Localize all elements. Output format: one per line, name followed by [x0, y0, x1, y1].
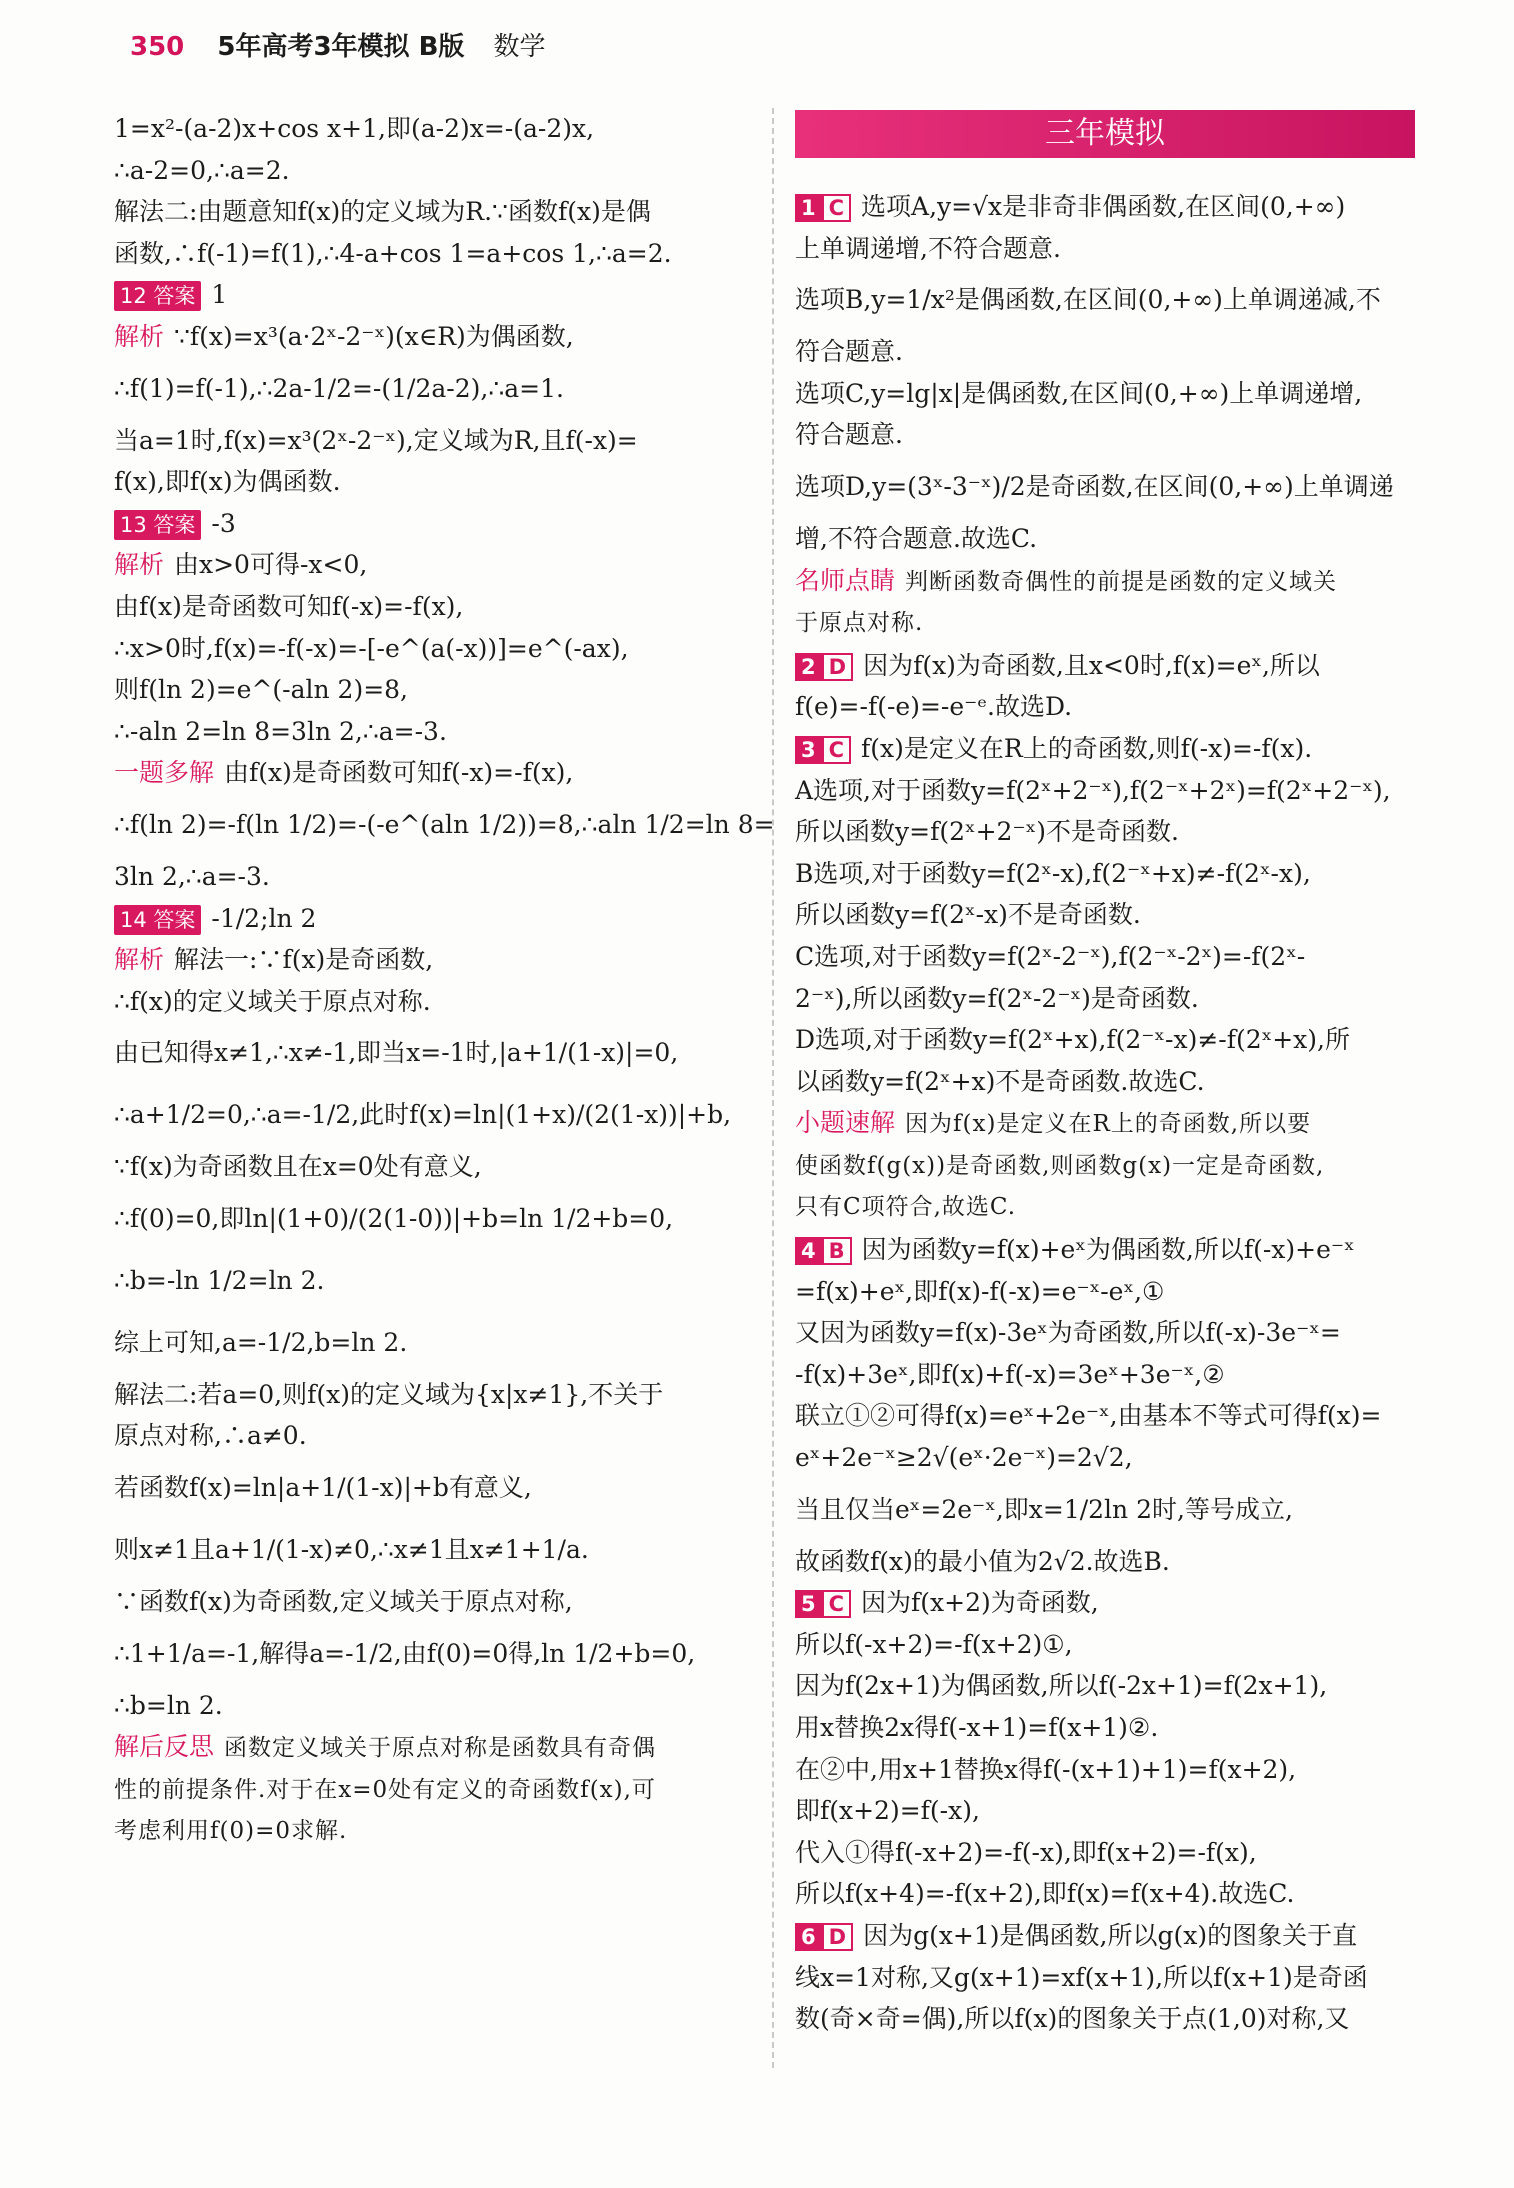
- line-text: D选项,对于函数y=f(2ˣ+x),f(2⁻ˣ-x)≠-f(2ˣ+x),所: [795, 1025, 1350, 1055]
- text-line: [795, 414, 1430, 456]
- text-line: [114, 108, 754, 150]
- line-text: 解法二:若a=0,则f(x)的定义域为{x|x≠1},不关于: [114, 1379, 664, 1409]
- line-text: ∴f(ln 2)=-f(ln 1/2)=-(-e^(aln 1/2))=8,∴aln 1/2=ln 8=: [114, 809, 775, 839]
- line-text: 则f(ln 2)=e^(-aln 2)=8,: [114, 675, 409, 705]
- text-line: [795, 728, 1430, 770]
- line-text: C选项,对于函数y=f(2ˣ-2⁻ˣ),f(2⁻ˣ-2ˣ)=-f(2ˣ-: [795, 941, 1306, 971]
- section-label: 一题多解: [114, 758, 215, 788]
- line-text: -1/2;ln 2: [211, 903, 317, 933]
- text-line: [114, 1188, 754, 1250]
- line-text: 解法二:由题意知f(x)的定义域为R.∵函数f(x)是偶: [114, 197, 651, 227]
- line-text: 代入①得f(-x+2)=-f(-x),即f(x+2)=-f(x),: [795, 1837, 1257, 1867]
- line-text: 符合题意.: [795, 420, 903, 450]
- line-text: 选项D,y=(3ˣ-3⁻ˣ)/2是奇函数,在区间(0,+∞)上单调递: [795, 471, 1394, 501]
- text-line: [114, 1146, 754, 1188]
- line-text: ∴-aln 2=ln 8=3ln 2,∴a=-3.: [114, 716, 447, 746]
- book-title: 5年高考3年模拟 B版: [217, 32, 465, 62]
- section-label: 解析: [114, 550, 165, 580]
- line-text: -f(x)+3eˣ,即f(x)+f(-x)=3eˣ+3e⁻ˣ,②: [795, 1359, 1225, 1389]
- page-number: 350: [130, 32, 185, 62]
- answer-tag: 13 答案: [114, 510, 201, 540]
- line-text: 只有C项符合,故选C.: [795, 1194, 1016, 1221]
- text-line: [795, 1541, 1430, 1583]
- text-line: [795, 1582, 1430, 1624]
- line-text: ∴a-2=0,∴a=2.: [114, 155, 290, 185]
- text-line: [795, 1061, 1430, 1103]
- text-line: [795, 894, 1430, 936]
- text-line: [114, 316, 754, 358]
- line-text: 即f(x+2)=f(-x),: [795, 1796, 980, 1826]
- line-text: ∴b=-ln 1/2=ln 2.: [114, 1265, 325, 1295]
- text-line: [795, 1915, 1430, 1957]
- question-badge: [795, 1590, 851, 1618]
- text-line: [114, 939, 754, 981]
- line-text: ∵f(x)=x³(a·2ˣ-2⁻ˣ)(x∈R)为偶函数,: [174, 321, 574, 351]
- text-line: [795, 1312, 1430, 1354]
- line-text: 性的前提条件.对于在x=0处有定义的奇函数f(x),可: [114, 1776, 656, 1803]
- line-text: 3ln 2,∴a=-3.: [114, 861, 270, 891]
- text-line: [795, 1146, 1430, 1188]
- line-text: eˣ+2e⁻ˣ≥2√(eˣ·2e⁻ˣ)=2√2,: [795, 1443, 1133, 1473]
- line-text: 当a=1时,f(x)=x³(2ˣ-2⁻ˣ),定义域为R,且f(-x)=: [114, 425, 638, 455]
- text-line: [795, 456, 1430, 518]
- text-line: [114, 358, 754, 420]
- question-number: 2: [795, 653, 822, 681]
- line-text: ∴a+1/2=0,∴a=-1/2,此时f(x)=ln|(1+x)/(2(1-x))|+b,: [114, 1100, 732, 1130]
- line-text: 函数,∴f(-1)=f(1),∴4-a+cos 1=a+cos 1,∴a=2.: [114, 238, 672, 268]
- text-line: [114, 461, 754, 503]
- text-line: [114, 711, 754, 753]
- line-text: 若函数f(x)=ln|a+1/(1-x)|+b有意义,: [114, 1473, 532, 1503]
- text-line: [795, 1790, 1430, 1832]
- line-text: 所以函数y=f(2ˣ+2⁻ˣ)不是奇函数.: [795, 817, 1179, 847]
- line-text: ∴1+1/a=-1,解得a=-1/2,由f(0)=0得,ln 1/2+b=0,: [114, 1638, 696, 1668]
- line-text: ∵f(x)为奇函数且在x=0处有意义,: [114, 1152, 482, 1182]
- text-line: [795, 1749, 1430, 1791]
- text-line: [114, 628, 754, 670]
- line-text: 所以函数y=f(2ˣ-x)不是奇函数.: [795, 900, 1141, 930]
- text-line: [114, 586, 754, 628]
- line-text: ∴f(0)=0,即ln|(1+0)/(2(1-0))|+b=ln 1/2+b=0,: [114, 1203, 674, 1233]
- line-text: 上单调递增,不符合题意.: [795, 233, 1061, 263]
- text-line: [795, 1437, 1430, 1479]
- text-line: [114, 898, 754, 940]
- answer-letter: C: [822, 194, 851, 222]
- line-text: 因为函数y=f(x)+eˣ为偶函数,所以f(-x)+e⁻ˣ: [861, 1235, 1355, 1265]
- line-text: 解法一:∵f(x)是奇函数,: [174, 945, 434, 975]
- line-text: 符合题意.: [795, 337, 903, 367]
- text-line: [114, 1685, 754, 1727]
- text-line: [795, 518, 1430, 560]
- line-text: ∴b=ln 2.: [114, 1690, 223, 1720]
- text-line: [795, 853, 1430, 895]
- text-line: [114, 1457, 754, 1519]
- line-text: -3: [211, 508, 236, 538]
- text-line: [795, 1998, 1430, 2040]
- question-badge: [795, 653, 853, 681]
- subject-label: 数学: [493, 32, 546, 62]
- line-text: 1: [211, 280, 228, 310]
- text-line: [114, 544, 754, 586]
- line-text: 因为g(x+1)是偶函数,所以g(x)的图象关于直: [863, 1920, 1358, 1950]
- text-line: [114, 1312, 754, 1374]
- text-line: [795, 603, 1430, 645]
- text-line: [114, 1415, 754, 1457]
- text-line: [795, 1479, 1430, 1541]
- line-text: 1=x²-(a-2)x+cos x+1,即(a-2)x=-(a-2)x,: [114, 114, 595, 143]
- line-text: ∴f(1)=f(-1),∴2a-1/2=-(1/2a-2),∴a=1.: [114, 373, 564, 403]
- line-text: 函数定义域关于原点对称是函数具有奇偶: [224, 1735, 657, 1762]
- text-line: [795, 1957, 1430, 1999]
- column-divider: [772, 108, 774, 2068]
- line-text: 在②中,用x+1替换x得f(-(x+1)+1)=f(x+2),: [795, 1754, 1297, 1784]
- line-text: 原点对称,∴a≠0.: [114, 1421, 307, 1451]
- section-label: 小题速解: [795, 1108, 896, 1138]
- line-text: f(e)=-f(-e)=-e⁻ᵉ.故选D.: [795, 692, 1073, 722]
- text-line: [795, 1102, 1430, 1146]
- text-line: [114, 1022, 754, 1084]
- line-text: 选项A,y=√x是非奇非偶函数,在区间(0,+∞): [861, 192, 1346, 221]
- page-header: [130, 26, 546, 63]
- right-column: [795, 186, 1430, 2040]
- text-line: [114, 274, 754, 316]
- text-line: [795, 1354, 1430, 1396]
- text-line: [114, 420, 754, 462]
- line-text: 数(奇×奇=偶),所以f(x)的图象关于点(1,0)对称,又: [795, 2004, 1350, 2034]
- section-label: 解后反思: [114, 1732, 215, 1762]
- text-line: [795, 645, 1430, 687]
- text-line: [795, 228, 1430, 270]
- section-label: 解析: [114, 945, 165, 975]
- question-badge: [795, 736, 851, 764]
- line-text: 选项C,y=lg|x|是偶函数,在区间(0,+∞)上单调递增,: [795, 378, 1363, 408]
- text-line: [114, 981, 754, 1023]
- text-line: [114, 1811, 754, 1853]
- line-text: 则x≠1且a+1/(1-x)≠0,∴x≠1且x≠1+1/a.: [114, 1535, 589, 1565]
- text-line: [795, 1395, 1430, 1437]
- question-badge: [795, 194, 851, 222]
- line-text: 联立①②可得f(x)=eˣ+2e⁻ˣ,由基本不等式可得f(x)=: [795, 1401, 1382, 1431]
- text-line: [114, 1519, 754, 1581]
- line-text: 增,不符合题意.故选C.: [795, 523, 1038, 553]
- question-number: 5: [795, 1590, 822, 1618]
- left-column: [114, 108, 775, 1853]
- text-line: [795, 1665, 1430, 1707]
- text-line: [114, 1084, 754, 1146]
- line-text: 又因为函数y=f(x)-3eˣ为奇函数,所以f(-x)-3e⁻ˣ=: [795, 1318, 1341, 1348]
- line-text: ∵函数f(x)为奇函数,定义域关于原点对称,: [114, 1587, 573, 1617]
- text-line: [795, 686, 1430, 728]
- text-line: [114, 1770, 754, 1812]
- line-text: 因为f(x)为奇函数,且x<0时,f(x)=eˣ,所以: [863, 650, 1320, 680]
- text-line: [114, 794, 775, 856]
- text-line: [114, 191, 754, 233]
- text-line: [795, 1832, 1430, 1874]
- line-text: 因为f(x)是定义在R上的奇函数,所以要: [905, 1111, 1312, 1138]
- text-line: [795, 373, 1430, 415]
- line-text: 以函数y=f(2ˣ+x)不是奇函数.故选C.: [795, 1066, 1205, 1096]
- line-text: 因为f(2x+1)为偶函数,所以f(-2x+1)=f(2x+1),: [795, 1671, 1328, 1701]
- text-line: [114, 856, 754, 898]
- section-banner: 三年模拟: [795, 110, 1415, 158]
- answer-letter: B: [822, 1237, 852, 1265]
- text-line: [114, 1250, 754, 1312]
- text-line: [795, 1873, 1430, 1915]
- line-text: 用x替换2x得f(-x+1)=f(x+1)②.: [795, 1713, 1159, 1742]
- text-line: [795, 1187, 1430, 1229]
- line-text: 由x>0可得-x<0,: [174, 550, 368, 580]
- text-line: [795, 186, 1430, 228]
- line-text: 由已知得x≠1,∴x≠-1,即当x=-1时,|a+1/(1-x)|=0,: [114, 1038, 679, 1068]
- line-text: 故函数f(x)的最小值为2√2.故选B.: [795, 1546, 1170, 1576]
- answer-tag: 14 答案: [114, 905, 201, 935]
- text-line: [795, 978, 1430, 1020]
- question-badge: [795, 1237, 852, 1265]
- line-text: 2⁻ˣ),所以函数y=f(2ˣ-2⁻ˣ)是奇函数.: [795, 983, 1199, 1013]
- line-text: ∴f(x)的定义域关于原点对称.: [114, 986, 431, 1016]
- line-text: f(x)是定义在R上的奇函数,则f(-x)=-f(x).: [861, 733, 1313, 763]
- question-number: 1: [795, 194, 822, 222]
- line-text: 所以f(x+4)=-f(x+2),即f(x)=f(x+4).故选C.: [795, 1879, 1295, 1909]
- text-line: [795, 1271, 1430, 1313]
- text-line: [114, 503, 754, 545]
- line-text: 考虑利用f(0)=0求解.: [114, 1818, 348, 1845]
- answer-letter: C: [822, 1590, 851, 1618]
- text-line: [795, 560, 1430, 604]
- text-line: [795, 331, 1430, 373]
- text-line: [795, 1019, 1430, 1061]
- text-line: [795, 770, 1430, 812]
- line-text: B选项,对于函数y=f(2ˣ-x),f(2⁻ˣ+x)≠-f(2ˣ-x),: [795, 858, 1311, 888]
- text-line: [114, 669, 754, 711]
- line-text: 由f(x)是奇函数可知f(-x)=-f(x),: [114, 591, 464, 621]
- section-label: 解析: [114, 321, 165, 351]
- line-text: 使函数f(g(x))是奇函数,则函数g(x)一定是奇函数,: [795, 1152, 1325, 1179]
- answer-tag: 12 答案: [114, 281, 201, 311]
- question-number: 4: [795, 1237, 822, 1265]
- text-line: [114, 752, 754, 794]
- line-text: ∴x>0时,f(x)=-f(-x)=-[-e^(a(-x))]=e^(-ax),: [114, 633, 629, 663]
- text-line: [114, 1374, 754, 1416]
- text-line: [114, 233, 754, 275]
- text-line: [114, 1623, 754, 1685]
- line-text: 综上可知,a=-1/2,b=ln 2.: [114, 1327, 408, 1357]
- line-text: 当且仅当eˣ=2e⁻ˣ,即x=1/2ln 2时,等号成立,: [795, 1494, 1293, 1524]
- line-text: A选项,对于函数y=f(2ˣ+2⁻ˣ),f(2⁻ˣ+2ˣ)=f(2ˣ+2⁻ˣ),: [795, 775, 1391, 805]
- text-line: [795, 1624, 1430, 1666]
- answer-letter: C: [822, 736, 851, 764]
- text-line: [795, 936, 1430, 978]
- text-line: [114, 150, 754, 192]
- text-line: [795, 269, 1430, 331]
- line-text: 于原点对称.: [795, 610, 924, 637]
- line-text: f(x),即f(x)为偶函数.: [114, 467, 341, 497]
- line-text: 选项B,y=1/x²是偶函数,在区间(0,+∞)上单调递减,不: [795, 285, 1381, 315]
- text-line: [795, 1229, 1430, 1271]
- section-label: 名师点睛: [795, 565, 896, 595]
- text-line: [114, 1726, 754, 1770]
- line-text: =f(x)+eˣ,即f(x)-f(-x)=e⁻ˣ-eˣ,①: [795, 1276, 1165, 1306]
- question-number: 3: [795, 736, 822, 764]
- text-line: [114, 1581, 754, 1623]
- line-text: 线x=1对称,又g(x+1)=xf(x+1),所以f(x+1)是奇函: [795, 1962, 1368, 1992]
- text-line: [795, 811, 1430, 853]
- line-text: 由f(x)是奇函数可知f(-x)=-f(x),: [224, 758, 574, 788]
- answer-letter: D: [822, 653, 853, 681]
- answer-letter: D: [822, 1923, 853, 1951]
- line-text: 所以f(-x+2)=-f(x+2)①,: [795, 1629, 1073, 1659]
- question-number: 6: [795, 1923, 822, 1951]
- line-text: 判断函数奇偶性的前提是函数的定义域关: [905, 568, 1338, 595]
- text-line: [795, 1707, 1430, 1749]
- question-badge: [795, 1923, 853, 1951]
- line-text: 因为f(x+2)为奇函数,: [861, 1588, 1099, 1618]
